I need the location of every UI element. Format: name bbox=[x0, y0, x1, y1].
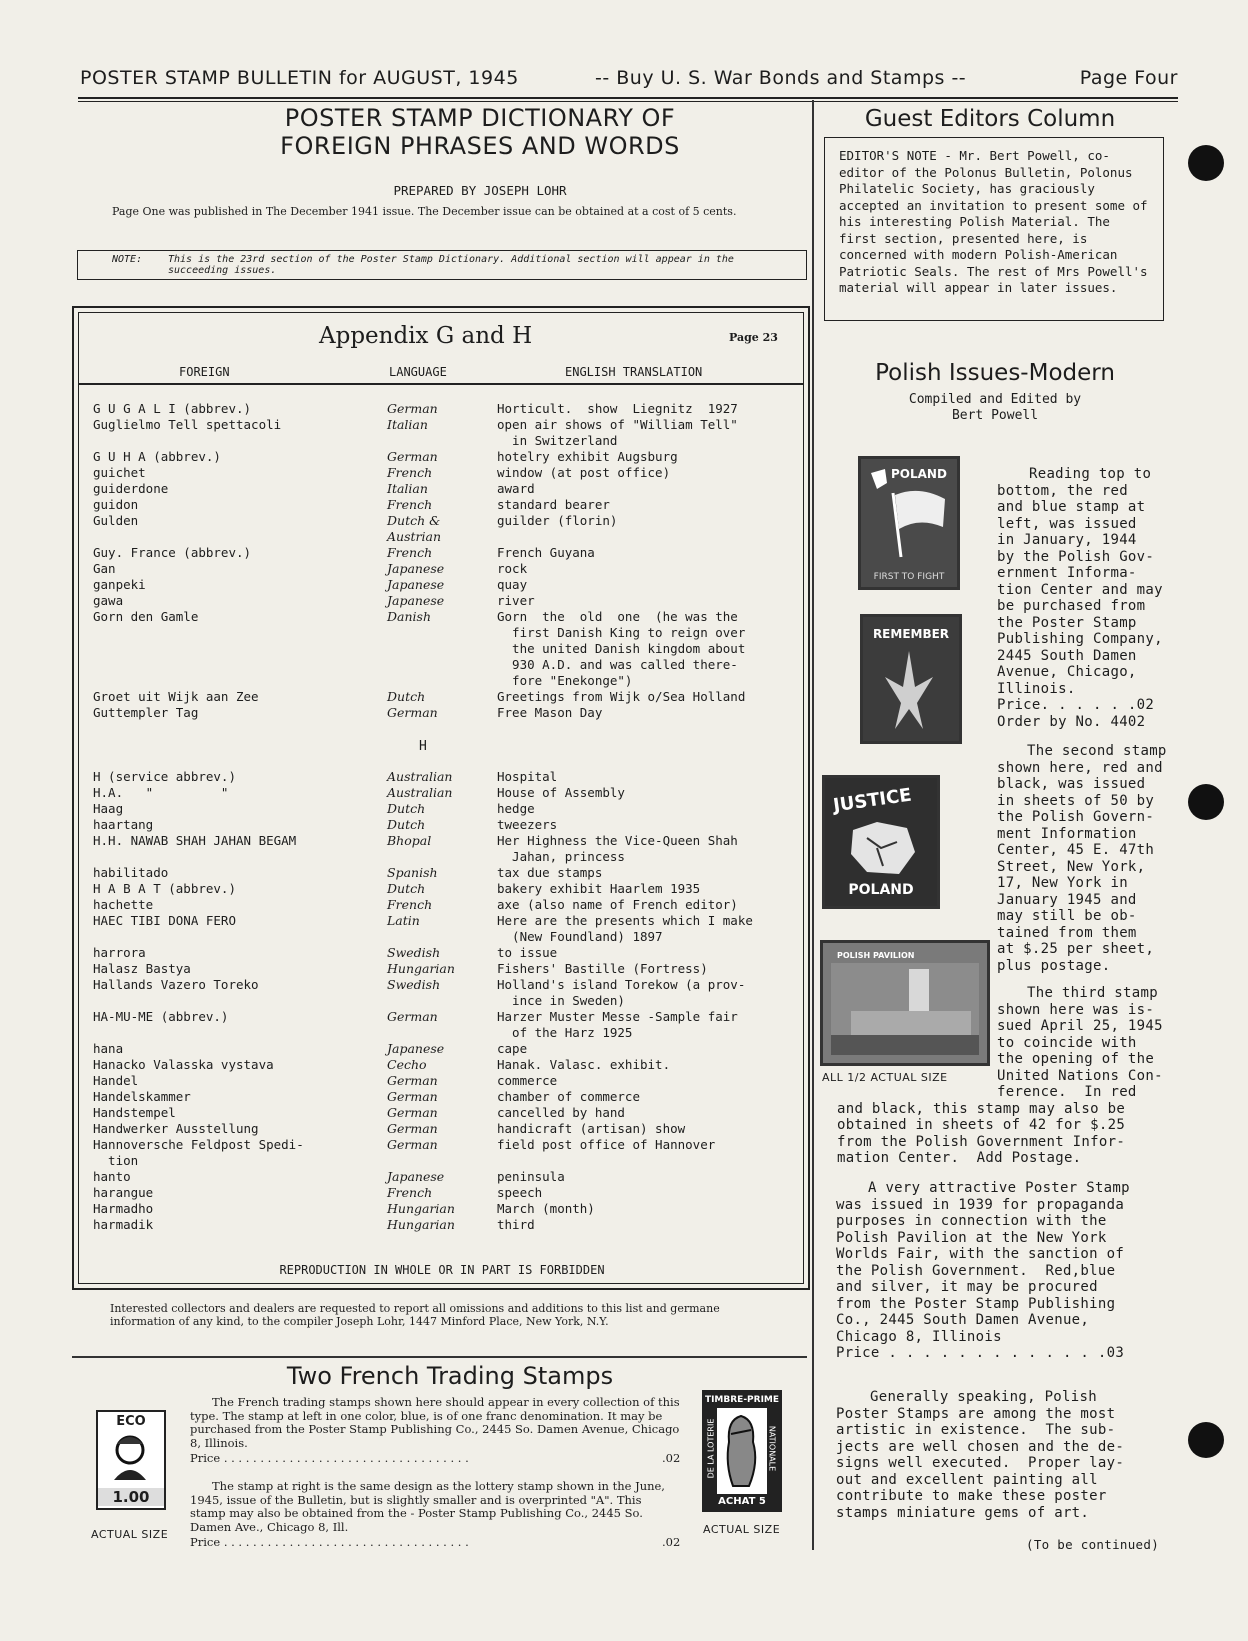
french-price-2-label: Price . . . . . . . . . . . . . . . . . . . . . . . . . . . . . . . . . . bbox=[190, 1536, 469, 1549]
paragraph-line: and blue stamp at bbox=[997, 499, 1146, 515]
prepared-by: PREPARED BY JOSEPH LOHR bbox=[393, 183, 567, 198]
entry-language: Dutch bbox=[387, 689, 426, 704]
entry-translation: House of Assembly bbox=[497, 785, 625, 800]
entry-foreign: Hanacko Valasska vystava bbox=[93, 1057, 274, 1072]
entry-language: Dutch & Austrian bbox=[387, 513, 441, 544]
dictionary-title-line1: POSTER STAMP DICTIONARY OF bbox=[284, 104, 676, 132]
entry-foreign: H.H. NAWAB SHAH JAHAN BEGAM bbox=[93, 833, 297, 848]
paragraph-line: Price. . . . . .02 bbox=[997, 697, 1155, 713]
paragraph-line: Reading top to bbox=[1029, 466, 1152, 482]
entry-translation: axe (also name of French editor) bbox=[497, 897, 738, 912]
column-rule bbox=[79, 383, 803, 385]
entry-foreign: Guy. France (abbrev.) bbox=[93, 545, 252, 560]
entry-translation: Hanak. Valasc. exhibit. bbox=[497, 1057, 671, 1072]
paragraph-line: Center, 45 E. 47th bbox=[997, 842, 1155, 858]
entry-language: German bbox=[387, 1073, 438, 1088]
paragraph-line: by the Polish Gov- bbox=[997, 548, 1155, 565]
entry-language: German bbox=[387, 1105, 438, 1120]
entry-foreign: guiderdone bbox=[93, 481, 169, 496]
entry-translation: Horticult. show Liegnitz 1927 bbox=[497, 401, 738, 416]
paragraph-line: black, was issued bbox=[997, 776, 1146, 792]
to-be-continued: (To be continued) bbox=[1026, 1537, 1160, 1552]
lottery-stamp-side-left: DE LA LOTERIE bbox=[706, 1418, 716, 1479]
paragraph-line: Worlds Fair, with the sanction of bbox=[836, 1246, 1125, 1262]
entry-translation: cancelled by hand bbox=[497, 1105, 625, 1120]
compiled-by bbox=[860, 392, 1130, 424]
entry-foreign: Groet uit Wijk aan Zee bbox=[93, 689, 259, 704]
entry-foreign: Gulden bbox=[93, 513, 139, 528]
paragraph-line: the opening of the bbox=[997, 1051, 1155, 1067]
entry-foreign: guichet bbox=[93, 465, 146, 480]
entry-foreign: haartang bbox=[93, 817, 154, 832]
polish-pavilion-stamp bbox=[820, 940, 990, 1066]
entry-translation: Here are the presents which I make (New Foundland) 1897 bbox=[497, 913, 753, 944]
paragraph-line: Publishing Company, bbox=[997, 631, 1163, 647]
paragraph-line: to coincide with bbox=[997, 1034, 1137, 1051]
paragraph-line: United Nations Con- bbox=[997, 1067, 1163, 1084]
entry-language: French bbox=[387, 1185, 433, 1200]
entry-translation: handicraft (artisan) show bbox=[497, 1121, 686, 1136]
entry-foreign: Handwerker Ausstellung bbox=[93, 1121, 259, 1136]
poland-map-icon bbox=[847, 818, 919, 878]
entry-language: Hungarian bbox=[387, 1217, 455, 1232]
entry-language: Japanese bbox=[387, 593, 445, 608]
paragraph-line: at $.25 per sheet, bbox=[997, 941, 1155, 957]
paragraph-line: A very attractive Poster Stamp bbox=[868, 1180, 1130, 1196]
entry-translation: hedge bbox=[497, 801, 535, 816]
entry-language: Japanese bbox=[387, 1169, 445, 1184]
lottery-stamp-top: TIMBRE-PRIME bbox=[704, 1392, 780, 1408]
column-language: LANGUAGE bbox=[389, 365, 447, 379]
entry-foreign: gawa bbox=[93, 593, 124, 608]
paragraph-line: The third stamp bbox=[1027, 985, 1158, 1001]
entry-language: Japanese bbox=[387, 561, 445, 576]
entry-language: Hungarian bbox=[387, 961, 455, 976]
reproduction-notice: REPRODUCTION IN WHOLE OR IN PART IS FORBIDDEN bbox=[279, 1263, 605, 1277]
dictionary-title bbox=[160, 104, 800, 160]
paragraph-line: Poster Stamps are among the most bbox=[836, 1405, 1116, 1422]
entry-foreign: Guglielmo Tell spettacoli bbox=[93, 417, 282, 432]
entry-translation: field post office of Hannover bbox=[497, 1137, 716, 1152]
polish-stamps-caption: ALL 1/2 ACTUAL SIZE bbox=[822, 1071, 948, 1084]
entry-translation: Gorn the old one (he was the first Danish King to reign over the united Danish kingdom about 930 A.D. and was called there- fore "Enekonge") bbox=[497, 609, 746, 688]
appendix-box bbox=[72, 306, 810, 1290]
entry-translation: Free Mason Day bbox=[497, 705, 603, 720]
entry-foreign: Halasz Bastya bbox=[93, 961, 191, 976]
paragraph-line: shown here was is- bbox=[997, 1001, 1155, 1018]
entry-translation: Her Highness the Vice-Queen Shah Jahan, princess bbox=[497, 833, 738, 864]
entry-foreign: harangue bbox=[93, 1185, 154, 1200]
paragraph-line: the Polish Govern- bbox=[997, 809, 1155, 825]
entry-foreign: Guttempler Tag bbox=[93, 705, 199, 720]
binder-hole-top bbox=[1188, 145, 1224, 181]
entry-language: Dutch bbox=[387, 801, 426, 816]
entry-language: Japanese bbox=[387, 1041, 445, 1056]
entry-language: Dutch bbox=[387, 817, 426, 832]
section-h-heading: H bbox=[419, 739, 427, 754]
entry-translation: tweezers bbox=[497, 817, 558, 832]
note-text: This is the 23rd section of the Poster Stamp Dictionary. Additional section will appear in the succeeding issues. bbox=[168, 254, 734, 276]
entry-translation: commerce bbox=[497, 1073, 558, 1088]
entry-translation: rock bbox=[497, 561, 528, 576]
paragraph-line: mation Center. Add Postage. bbox=[837, 1150, 1082, 1166]
entry-translation: award bbox=[497, 481, 535, 496]
entry-language: Bhopal bbox=[387, 833, 432, 848]
entry-foreign: Haag bbox=[93, 801, 124, 816]
entry-language: Australian bbox=[387, 785, 453, 800]
entry-foreign: Gorn den Gamle bbox=[93, 609, 199, 624]
entry-foreign: Hannoversche Feldpost Spedi- tion bbox=[93, 1137, 304, 1168]
child-portrait-icon bbox=[106, 1430, 154, 1482]
paragraph-line: Street, New York, bbox=[997, 858, 1146, 875]
entry-foreign: H A B A T (abbrev.) bbox=[93, 881, 236, 896]
entry-language: German bbox=[387, 1009, 438, 1024]
french-section-rule bbox=[72, 1356, 807, 1358]
entry-foreign: harrora bbox=[93, 945, 146, 960]
entry-foreign: Hallands Vazero Toreko bbox=[93, 977, 259, 992]
paragraph-line: tained from them bbox=[997, 924, 1137, 941]
appendix-inner bbox=[78, 312, 804, 1284]
entry-foreign: hanto bbox=[93, 1169, 131, 1184]
justice-for-poland-stamp bbox=[822, 775, 940, 909]
paragraph-line: from the Poster Stamp Publishing bbox=[836, 1295, 1116, 1312]
entry-language: German bbox=[387, 1089, 438, 1104]
bulletin-title: POSTER STAMP BULLETIN for AUGUST, 1945 bbox=[80, 67, 519, 89]
paragraph-line: 2445 South Damen bbox=[997, 647, 1137, 664]
marianne-head-icon bbox=[719, 1412, 763, 1490]
lottery-stamp-bottom: ACHAT 5 bbox=[704, 1494, 780, 1510]
entry-translation: quay bbox=[497, 577, 528, 592]
paragraph-line: and black, this stamp may also be bbox=[837, 1100, 1126, 1117]
entry-language: Italian bbox=[387, 481, 428, 496]
entry-foreign: hachette bbox=[93, 897, 154, 912]
paragraph-line: was issued in 1939 for propaganda bbox=[836, 1196, 1125, 1213]
paragraph-line: The second stamp bbox=[1027, 743, 1167, 759]
entry-language: Swedish bbox=[387, 945, 441, 960]
entry-language: German bbox=[387, 1121, 438, 1136]
entry-translation: cape bbox=[497, 1041, 528, 1056]
entry-language: Hungarian bbox=[387, 1201, 455, 1216]
paragraph-line: contribute to make these poster bbox=[836, 1488, 1107, 1504]
binder-hole-middle bbox=[1188, 784, 1224, 820]
eco-stamp bbox=[96, 1410, 166, 1510]
lottery-stamp bbox=[702, 1390, 782, 1512]
page-one-note: Page One was published in The December 1941 issue. The December issue can be obtained at a cost of 5 cents. bbox=[112, 205, 737, 218]
french-price-2: .02 bbox=[662, 1535, 681, 1549]
entry-language: Japanese bbox=[387, 577, 445, 592]
entry-translation: March (month) bbox=[497, 1201, 595, 1216]
paragraph-line: sued April 25, 1945 bbox=[997, 1018, 1163, 1034]
paragraph-line: be purchased from bbox=[997, 598, 1146, 614]
entry-translation: hotelry exhibit Augsburg bbox=[497, 449, 678, 464]
paragraph-line: Co., 2445 South Damen Avenue, bbox=[836, 1312, 1090, 1328]
stamp3-bottom: POLAND bbox=[848, 882, 914, 898]
entry-language: Latin bbox=[387, 913, 420, 928]
entry-language: Dutch bbox=[387, 881, 426, 896]
entry-translation: peninsula bbox=[497, 1169, 565, 1184]
entry-translation: river bbox=[497, 593, 535, 608]
entry-translation: Hospital bbox=[497, 769, 558, 784]
stamp3-top: JUSTICE bbox=[831, 784, 913, 817]
french-section-title: Two French Trading Stamps bbox=[286, 1362, 614, 1390]
entry-foreign: Handstempel bbox=[93, 1105, 176, 1120]
entry-translation: French Guyana bbox=[497, 545, 595, 560]
appendix-title: Appendix G and H bbox=[319, 323, 533, 349]
entry-foreign: Handelskammer bbox=[93, 1089, 191, 1104]
entry-language: Spanish bbox=[387, 865, 438, 880]
paragraph-line: out and excellent painting all bbox=[836, 1471, 1098, 1488]
entry-translation: bakery exhibit Haarlem 1935 bbox=[497, 881, 701, 896]
paragraph-line: Chicago 8, Illinois bbox=[836, 1328, 1002, 1345]
note-box bbox=[77, 250, 807, 280]
paragraph-line: purposes in connection with the bbox=[836, 1213, 1107, 1229]
binder-hole-bottom bbox=[1188, 1422, 1224, 1458]
lottery-stamp-side-right: NATIONALE bbox=[767, 1425, 777, 1472]
entry-translation: third bbox=[497, 1217, 535, 1232]
eagle-flag-icon bbox=[867, 465, 951, 561]
entry-language: German bbox=[387, 401, 438, 416]
header-rule-thin bbox=[78, 101, 1178, 102]
stamp4-top: POLISH PAVILION bbox=[837, 951, 915, 960]
column-divider bbox=[812, 100, 814, 1550]
poland-first-to-fight-stamp bbox=[858, 456, 960, 590]
entry-translation: guilder (florin) bbox=[497, 513, 618, 528]
stamp2-top: REMEMBER bbox=[872, 627, 950, 641]
entry-translation: Holland's island Torekow (a prov- ince in Sweden) bbox=[497, 977, 746, 1008]
page-header bbox=[80, 67, 1178, 97]
paragraph-line: in sheets of 50 by bbox=[997, 792, 1155, 809]
eco-stamp-value: 1.00 bbox=[98, 1488, 164, 1506]
right-stamp-caption: ACTUAL SIZE bbox=[703, 1523, 781, 1536]
war-bonds-slogan: -- Buy U. S. War Bonds and Stamps -- bbox=[595, 67, 967, 89]
paragraph-line: tion Center and may bbox=[997, 581, 1163, 598]
entry-language: Danish bbox=[387, 609, 431, 624]
entry-language: French bbox=[387, 897, 433, 912]
paragraph-line: left, was issued bbox=[997, 515, 1137, 532]
stamp1-bottom: FIRST TO FIGHT bbox=[873, 572, 945, 582]
entry-foreign: G U G A L I (abbrev.) bbox=[93, 401, 252, 416]
french-price-1: .02 bbox=[662, 1451, 681, 1465]
entry-translation: standard bearer bbox=[497, 497, 610, 512]
entry-foreign: harmadik bbox=[93, 1217, 154, 1232]
paragraph-line: Illinois. bbox=[997, 680, 1076, 697]
paragraph-line: obtained in sheets of 42 for $.25 bbox=[837, 1117, 1126, 1133]
paragraph-line: may still be ob- bbox=[997, 908, 1137, 924]
paragraph-line: shown here, red and bbox=[997, 759, 1163, 776]
interested-note: Interested collectors and dealers are requested to report all omissions and additions to this list and germane information of any kind, to the compiler Joseph Lohr, 1447 Minford Place, New York, N.Y. bbox=[110, 1302, 720, 1328]
entry-translation: tax due stamps bbox=[497, 865, 603, 880]
entry-foreign: Gan bbox=[93, 561, 116, 576]
paragraph-line: Order by No. 4402 bbox=[997, 713, 1146, 730]
appendix-page: Page 23 bbox=[729, 331, 778, 344]
entry-foreign: Harmadho bbox=[93, 1201, 154, 1216]
entry-language: German bbox=[387, 1137, 438, 1152]
paragraph-line: stamps miniature gems of art. bbox=[836, 1504, 1090, 1521]
paragraph-line: January 1945 and bbox=[997, 891, 1137, 908]
entry-language: Cecho bbox=[387, 1057, 427, 1072]
entry-language: French bbox=[387, 465, 433, 480]
polish-issues-title: Polish Issues-Modern bbox=[875, 360, 1115, 386]
note-label: NOTE: bbox=[112, 254, 143, 265]
remember-stamp bbox=[860, 614, 962, 744]
entry-translation: window (at post office) bbox=[497, 465, 671, 480]
entry-language: French bbox=[387, 497, 433, 512]
paragraph-line: jects are well chosen and the de- bbox=[836, 1438, 1125, 1455]
entry-foreign: hana bbox=[93, 1041, 124, 1056]
burning-hand-icon bbox=[877, 647, 941, 733]
french-price-1-label: Price . . . . . . . . . . . . . . . . . . . . . . . . . . . . . . . . . . bbox=[190, 1452, 469, 1465]
stamp1-top: POLAND bbox=[891, 467, 947, 481]
paragraph-line: in January, 1944 bbox=[997, 532, 1137, 548]
paragraph-line: ernment Informa- bbox=[997, 565, 1137, 581]
entry-language: German bbox=[387, 705, 438, 720]
pavilion-building-icon bbox=[831, 963, 979, 1055]
paragraph-line: the Polish Government. Red,blue bbox=[836, 1262, 1116, 1279]
entry-foreign: HAEC TIBI DONA FERO bbox=[93, 913, 236, 928]
entry-translation: to issue bbox=[497, 945, 558, 960]
paragraph-line: 17, New York in bbox=[997, 875, 1128, 891]
paragraph-line: ference. In red bbox=[997, 1084, 1137, 1100]
editors-note-text: EDITOR'S NOTE - Mr. Bert Powell, co-editor of the Polonus Bulletin, Polonus Philatelic Society, has graciously accepted an invitation to present some of his interesting Polish Material. The first section, presented here, is concerned with modern Polish-American Patriotic Seals. The rest of Mrs Powell's material will appear in later issues. bbox=[839, 148, 1148, 295]
entry-language: Italian bbox=[387, 417, 428, 432]
entry-foreign: Handel bbox=[93, 1073, 139, 1088]
header-rule bbox=[78, 97, 1178, 99]
paragraph-line: Avenue, Chicago, bbox=[997, 664, 1137, 680]
paragraph-line: from the Polish Government Infor- bbox=[837, 1133, 1126, 1150]
entry-translation: Fishers' Bastille (Fortress) bbox=[497, 961, 708, 976]
french-paragraph-1: The French trading stamps shown here should appear in every collection of this type. The stamp at left in one color, blue, is of one franc denomination. It may be purchased from the Poster Stamp Publishing Co., 2445 So. Damen Avenue, Chicago 8, Illinois. bbox=[190, 1395, 680, 1450]
column-foreign: FOREIGN bbox=[179, 365, 230, 379]
paragraph-line: bottom, the red bbox=[997, 482, 1128, 499]
entry-translation: Greetings from Wijk o/Sea Holland bbox=[497, 689, 746, 704]
entry-translation: chamber of commerce bbox=[497, 1089, 640, 1104]
column-translation: ENGLISH TRANSLATION bbox=[565, 365, 703, 379]
entry-translation: Harzer Muster Messe -Sample fair of the Harz 1925 bbox=[497, 1009, 738, 1040]
compiled-line1: Compiled and Edited by bbox=[908, 392, 1082, 407]
entry-foreign: H.A. " " bbox=[93, 785, 229, 800]
entry-foreign: HA-MU-ME (abbrev.) bbox=[93, 1009, 229, 1024]
entry-language: German bbox=[387, 449, 438, 464]
entry-foreign: guidon bbox=[93, 497, 139, 512]
paragraph-line: Price . . . . . . . . . . . . .03 bbox=[836, 1345, 1125, 1361]
paragraph-line: Generally speaking, Polish bbox=[870, 1389, 1097, 1405]
entry-foreign: habilitado bbox=[93, 865, 169, 880]
entry-translation: speech bbox=[497, 1185, 543, 1200]
paragraph-line: and silver, it may be procured bbox=[836, 1279, 1098, 1295]
entry-foreign: ganpeki bbox=[93, 577, 146, 592]
entry-translation: open air shows of "William Tell" in Switzerland bbox=[497, 417, 738, 448]
entry-foreign: H (service abbrev.) bbox=[93, 769, 236, 784]
page-number: Page Four bbox=[1079, 67, 1178, 89]
paragraph-line: Polish Pavilion at the New York bbox=[836, 1229, 1107, 1246]
dictionary-title-line2: FOREIGN PHRASES AND WORDS bbox=[280, 132, 680, 160]
entry-language: French bbox=[387, 545, 433, 560]
french-paragraph-2: The stamp at right is the same design as the lottery stamp shown in the June, 1945, issue of the Bulletin, but is slightly smaller and is overprinted "A". This stamp may also be obtained from the - Poster Stamp Publishing Co., 2445 So. Damen Ave., Chicago 8, Ill. bbox=[190, 1479, 665, 1534]
entry-foreign: G U H A (abbrev.) bbox=[93, 449, 221, 464]
left-stamp-caption: ACTUAL SIZE bbox=[91, 1528, 169, 1541]
paragraph-line: plus postage. bbox=[997, 957, 1111, 974]
entry-language: Swedish bbox=[387, 977, 441, 992]
editors-note-box bbox=[824, 137, 1164, 321]
paragraph-line: artistic in existence. The sub- bbox=[836, 1422, 1116, 1438]
paragraph-line: the Poster Stamp bbox=[997, 614, 1137, 631]
guest-editors-title: Guest Editors Column bbox=[864, 106, 1116, 132]
paragraph-line: ment Information bbox=[997, 825, 1137, 842]
paragraph-line: signs well executed. Proper lay- bbox=[836, 1455, 1125, 1471]
compiled-line2: Bert Powell bbox=[951, 408, 1039, 423]
eco-stamp-label: ECO bbox=[116, 1414, 146, 1429]
entry-language: Australian bbox=[387, 769, 453, 784]
